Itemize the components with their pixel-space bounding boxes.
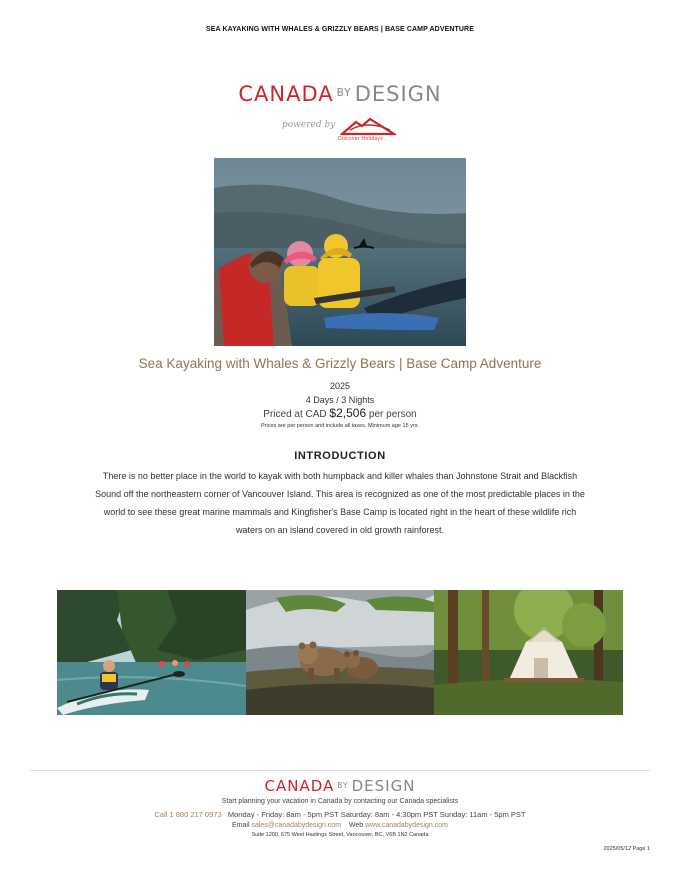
web-link[interactable]: www.canadabydesign.com	[365, 822, 448, 829]
partner-name: Discover Holidays	[338, 136, 384, 142]
trip-price	[0, 406, 680, 420]
document-title: SEA KAYAKING WITH WHALES & GRIZZLY BEARS | BASE CAMP ADVENTURE	[206, 26, 474, 33]
footer-email-web	[0, 822, 680, 829]
strip-photo-bears	[246, 590, 434, 715]
strip-photo-base-camp	[434, 590, 623, 715]
email-link[interactable]: sales@canadabydesign.com	[251, 822, 342, 829]
powered-by-badge	[282, 114, 402, 144]
trip-title: Sea Kayaking with Whales & Grizzly Bears | Base Camp Adventure	[138, 356, 542, 371]
footer-hours: Monday - Friday: 8am - 5pm PST Saturday: 8am - 4:30pm PST Sunday: 11am - 5pm PST	[227, 810, 526, 819]
footer-phone[interactable]: Call 1 800 217 0973	[154, 810, 222, 819]
footer-logo-design: DESIGN	[351, 777, 416, 795]
discover-holidays-logo-icon	[340, 116, 396, 136]
kayaker-in-forest-icon	[57, 590, 246, 715]
price-prefix: Priced at CAD	[263, 409, 327, 420]
price-suffix: per person	[368, 409, 417, 420]
email-label: Email	[232, 822, 250, 829]
footer-logo-by: BY	[337, 780, 349, 790]
strip-photo-kayaker	[57, 590, 246, 715]
logo-canada: CANADA	[238, 82, 334, 106]
logo-by: BY	[336, 87, 352, 100]
footer-logo	[0, 777, 680, 795]
price-amount: $2,506	[329, 406, 367, 420]
base-camp-tent-icon	[434, 590, 623, 715]
grizzly-bears-icon	[246, 590, 434, 715]
footer-tagline: Start planning your vacation in Canada by contacting our Canada specialists	[221, 798, 459, 805]
canada-by-design-logo	[0, 82, 680, 106]
footer-address: Suite 1200, 675 West Hastings Street, Vancouver, BC, V6B 1N2 Canada	[251, 832, 429, 838]
footer-divider	[30, 770, 650, 771]
trip-duration: 4 Days / 3 Nights	[305, 395, 375, 405]
web-label: Web	[348, 822, 364, 829]
powered-by-text: powered by	[282, 120, 336, 130]
hero-photo	[214, 158, 466, 346]
trip-year: 2025	[329, 381, 351, 391]
price-note: Prices are per person and include all taxes. Minimum age 15 yrs.	[260, 423, 420, 429]
footer-logo-canada: CANADA	[264, 777, 335, 795]
introduction-body: There is no better place in the world to kayak with both humpback and killer whales than Johnstone Strait and Blackfish Sound off the northeastern corner of Vancouver Island. This area is recognized as one of the most predictable places in the world to see these great marine mammals and Kingfisher's Base Camp is located right in the heart of these wildlife rich waters on an island covered in old growth rainforest.	[95, 471, 585, 535]
footer-contact-line	[0, 810, 680, 819]
kayakers-watching-orca-icon	[214, 158, 466, 346]
introduction-heading: INTRODUCTION	[294, 450, 386, 462]
logo-design: DESIGN	[354, 82, 442, 106]
page-stamp: 2025/05/12 Page 1	[603, 846, 650, 852]
